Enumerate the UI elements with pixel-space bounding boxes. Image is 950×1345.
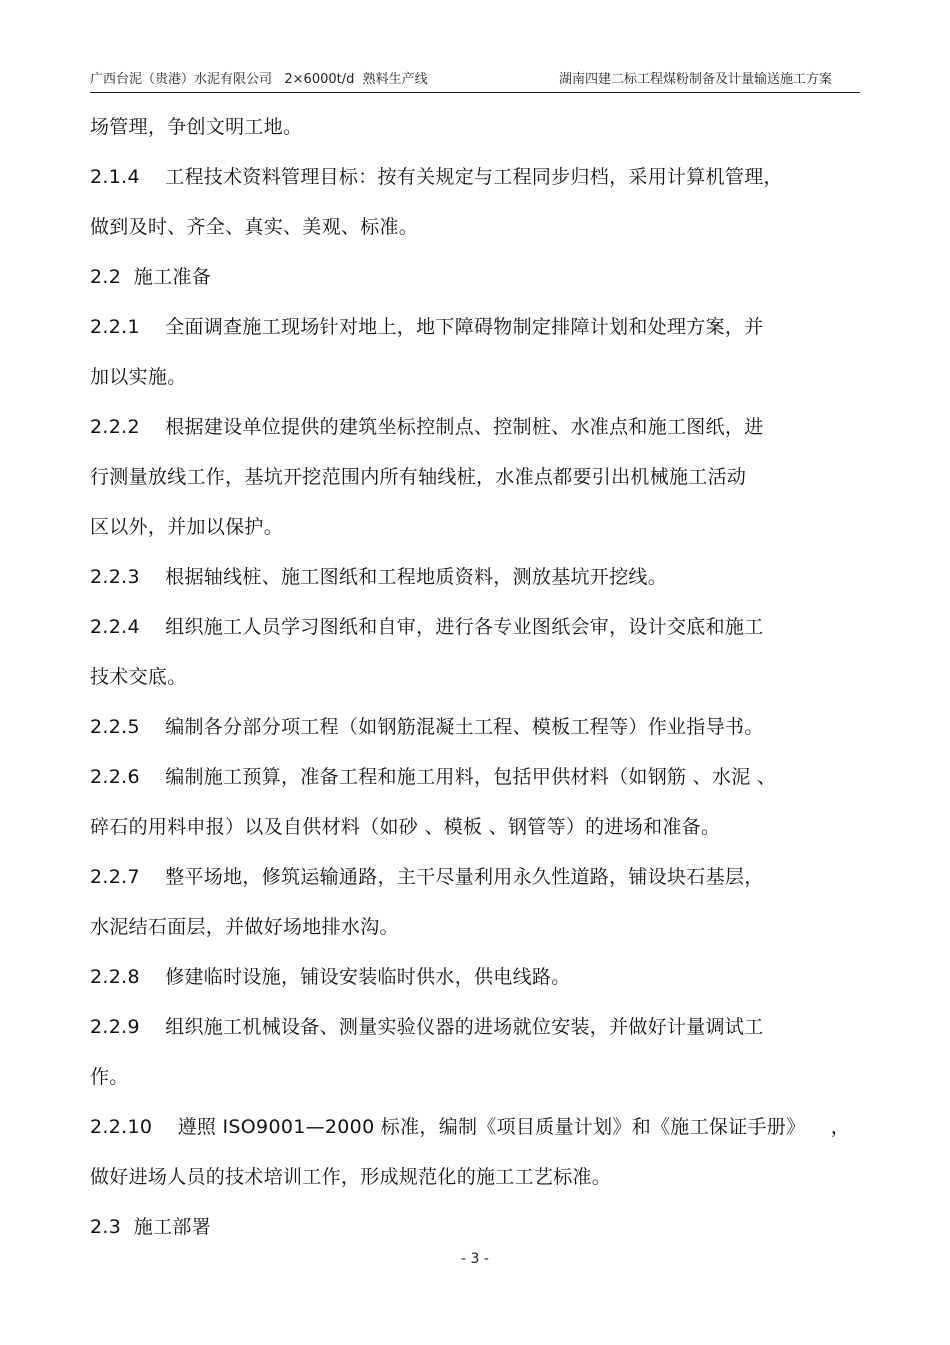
text-line: 2.2.6 编制施工预算，准备工程和施工用料，包括甲供材料（如钢筋 、水泥 、 (90, 766, 777, 788)
text-line: 2.2.1 全面调查施工现场针对地上，地下障碍物制定排障计划和处理方案，并 (90, 316, 764, 338)
text-line: 作。 (90, 1066, 129, 1088)
text-line: 2.2.3 根据轴线桩、施工图纸和工程地质资料，测放基坑开挖线。 (90, 566, 668, 588)
text-line: 做到及时、齐全、真实、美观、标准。 (90, 216, 419, 238)
text-line: 2.2.9 组织施工机械设备、测量实验仪器的进场就位安装，并做好计量调试工 (90, 1016, 764, 1038)
document-body (90, 102, 865, 1252)
text-line: 水泥结石面层，并做好场地排水沟。 (90, 916, 399, 938)
text-line: 加以实施。 (90, 366, 187, 388)
text-line: 碎石的用料申报）以及自供材料（如砂 、模板 、钢管等）的进场和准备。 (90, 816, 721, 838)
text-line: 行测量放线工作，基坑开挖范围内所有轴线桩，水准点都要引出机械施工活动 (90, 466, 747, 488)
text-line: 2.2.4 组织施工人员学习图纸和自审，进行各专业图纸会审，设计交底和施工 (90, 616, 764, 638)
text-line: 区以外，并加以保护。 (90, 516, 284, 538)
text-line: 2.2.10 遵照 ISO9001—2000 标准，编制《项目质量计划》和《施工保证手册》 ， (90, 1116, 851, 1138)
header-left-text: 广西台泥（贵港）水泥有限公司 2×6000t/d 熟料生产线 (90, 72, 428, 87)
page-number: - 3 - (461, 1251, 489, 1267)
page-header (90, 64, 860, 93)
text-line: 2.1.4 工程技术资料管理目标：按有关规定与工程同步归档，采用计算机管理， (90, 166, 783, 188)
text-line: 做好进场人员的技术培训工作，形成规范化的施工工艺标准。 (90, 1166, 612, 1188)
text-line: 2.2.5 编制各分部分项工程（如钢筋混凝土工程、模板工程等）作业指导书。 (90, 716, 764, 738)
section-heading: 2.3 施工部署 (90, 1216, 211, 1238)
text-line: 2.2.7 整平场地，修筑运输通路，主干尽量利用永久性道路，铺设块石基层， (90, 866, 764, 888)
text-line: 场管理，争创文明工地。 (90, 116, 303, 138)
section-heading: 2.2 施工准备 (90, 266, 211, 288)
text-line: 2.2.8 修建临时设施，铺设安装临时供水，供电线路。 (90, 966, 571, 988)
text-line: 技术交底。 (90, 666, 187, 688)
text-line: 2.2.2 根据建设单位提供的建筑坐标控制点、控制桩、水准点和施工图纸，进 (90, 416, 764, 438)
header-right-text: 湖南四建二标工程煤粉制备及计量输送施工方案 (558, 72, 832, 87)
